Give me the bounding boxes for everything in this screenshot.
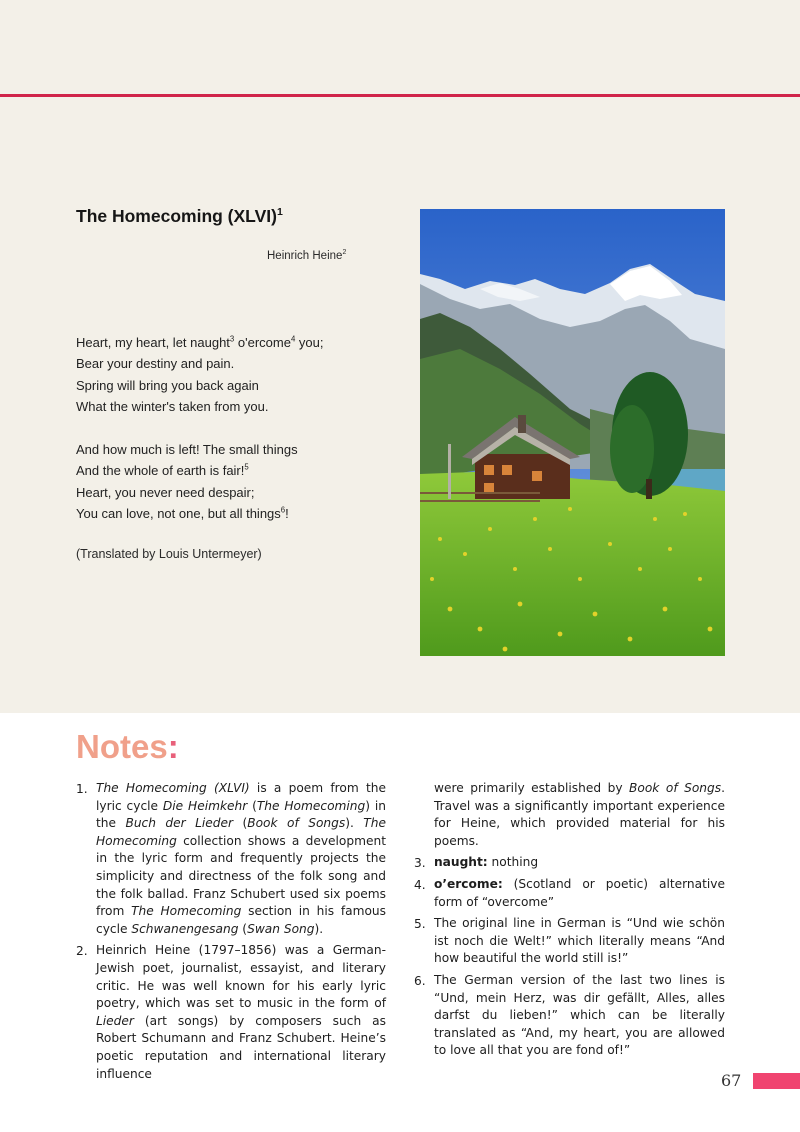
poem-line: Heart, my heart, let naught$^3$ o'ercome$^4$ you; (76, 334, 324, 350)
italic-text: Die Heimkehr (162, 798, 248, 813)
note-text: ( (238, 921, 248, 936)
note-text: were primarily established by (434, 781, 630, 795)
header-rule (0, 94, 800, 97)
poem-line: Bear your destiny and pain. (76, 356, 235, 372)
notes-column-right (414, 780, 725, 1064)
note-item: 5. The original line in German is “Und wie schön ist noch die Welt!” which literally means “And how beautiful the world still is!” (414, 916, 725, 966)
poem-line: You can love, not one, but all things$^6$! (76, 505, 289, 522)
note-item: 4. o’ercome: (Scotland or poetic) alternative form of “overcome” (414, 876, 725, 909)
note-text: ) in the (96, 798, 386, 831)
poem-line: Heart, you never need despair; (76, 484, 255, 500)
note-text: ). (345, 816, 364, 831)
poem-line: What the winter's taken from you. (76, 399, 269, 415)
italic-text: Book of Songs (629, 781, 722, 795)
notes-heading: Notes: (76, 728, 179, 765)
note-text: The German version of the last two lines is “Und, mein Herz, was dir gefällt, Alles, alles darfst du lieben!” which can be literally translated as “And, my heart, you are allowed to love all that you are fond of!” (434, 972, 725, 1058)
note-item: 6. The German version of the last two lines is “Und, mein Herz, was dir gefällt, Alles, alles darfst du lieben!” which can be literally translated as “And, my heart, you are allowed to love all that you are fond of!” (414, 972, 725, 1058)
note-text: (art songs) by composers such as Robert Schumann and Franz Schubert. Heine’s poetic reputation and international literary influence (96, 1013, 386, 1081)
footnote-ref: 3 (229, 334, 235, 344)
note-text: . Travel was a significantly important experience for Heine, which provided material for his poems. (434, 781, 725, 848)
note-text: ( (233, 816, 248, 831)
poem-body (76, 332, 406, 525)
note-item: 1. The Homecoming (XLVI) is a poem from the lyric cycle Die Heimkehr (The Homecoming) in the Buch der Lieder (Book of Songs). The Homecoming collection shows a development in the lyric form and frequently projects the simplicity and directness of the folk song and the folk ballad. Franz Schubert used six poems from The Homecoming section in his famous cycle Schwanengesang (Swan Song). (76, 781, 386, 936)
poem-title: The Homecoming (XLVI)$^1$ (76, 206, 283, 226)
translation-credit: (Translated by Louis Untermeyer) (76, 547, 262, 561)
note-text: (Scotland or poetic) alternative form of “overcome” (434, 876, 725, 909)
italic-text: Swan Song (247, 921, 315, 936)
note-item-continued (414, 780, 725, 850)
note-text: The original line in German is “Und wie schön ist noch die Welt!” which literally means “And how beautiful the world still is!” (434, 916, 725, 966)
page-number: 67 (721, 1071, 742, 1090)
footnote-ref: 2 (342, 249, 347, 257)
note-text: collection shows a development in the lyric form and frequently projects the simplicity and directness of the folk song and the folk ballad. Franz Schubert used six poems from (96, 833, 386, 919)
note-text: is a poem from the lyric cycle (96, 781, 386, 813)
footnote-ref: 1 (276, 206, 283, 219)
stanza-break (76, 418, 406, 439)
poem-line: Spring will bring you back again (76, 377, 259, 393)
footnote-ref: 6 (280, 505, 286, 515)
notes-column-left (76, 780, 386, 1087)
poem-line: And the whole of earth is fair!$^5$ (76, 463, 249, 479)
italic-text: Lieder (96, 1013, 134, 1028)
poem-line: And how much is left! The small things (76, 442, 298, 458)
note-text: nothing (487, 855, 539, 870)
note-text: ( (247, 798, 257, 813)
term-text: o’ercome: (434, 876, 503, 891)
note-item: 3. naught: nothing (414, 855, 539, 871)
note-text: section in his famous cycle (96, 904, 386, 936)
alpine-chalet-photo (420, 209, 725, 656)
italic-text: Book of Songs (247, 816, 346, 831)
page-tab-marker (753, 1073, 800, 1089)
note-text: ). (314, 921, 324, 936)
italic-text: The Homecoming (256, 798, 366, 813)
italic-text: The Homecoming (XLVI) (96, 781, 250, 795)
italic-text: The Homecoming (131, 904, 242, 919)
poem-author: Heinrich Heine$^2$ (267, 249, 347, 262)
term-text: naught: (434, 855, 488, 870)
footnote-ref: 5 (244, 463, 249, 473)
italic-text: Schwanengesang (131, 921, 239, 936)
footnote-ref: 4 (290, 334, 296, 344)
italic-text: Buch der Lieder (125, 816, 234, 831)
note-item: 2. Heinrich Heine (1797–1856) was a German-Jewish poet, journalist, essayist, and literary critic. He was well known for his early lyric poetry, which was set to music in the form of Lieder (art songs) by composers such as Robert Schumann and Franz Schubert. Heine’s poetic reputation and international literary influence (76, 943, 386, 1081)
note-text: Heinrich Heine (1797–1856) was a German-Jewish poet, journalist, essayist, and literary critic. He was well known for his early lyric poetry, which was set to music in the form of (96, 943, 386, 1011)
italic-text: The Homecoming (96, 816, 386, 848)
